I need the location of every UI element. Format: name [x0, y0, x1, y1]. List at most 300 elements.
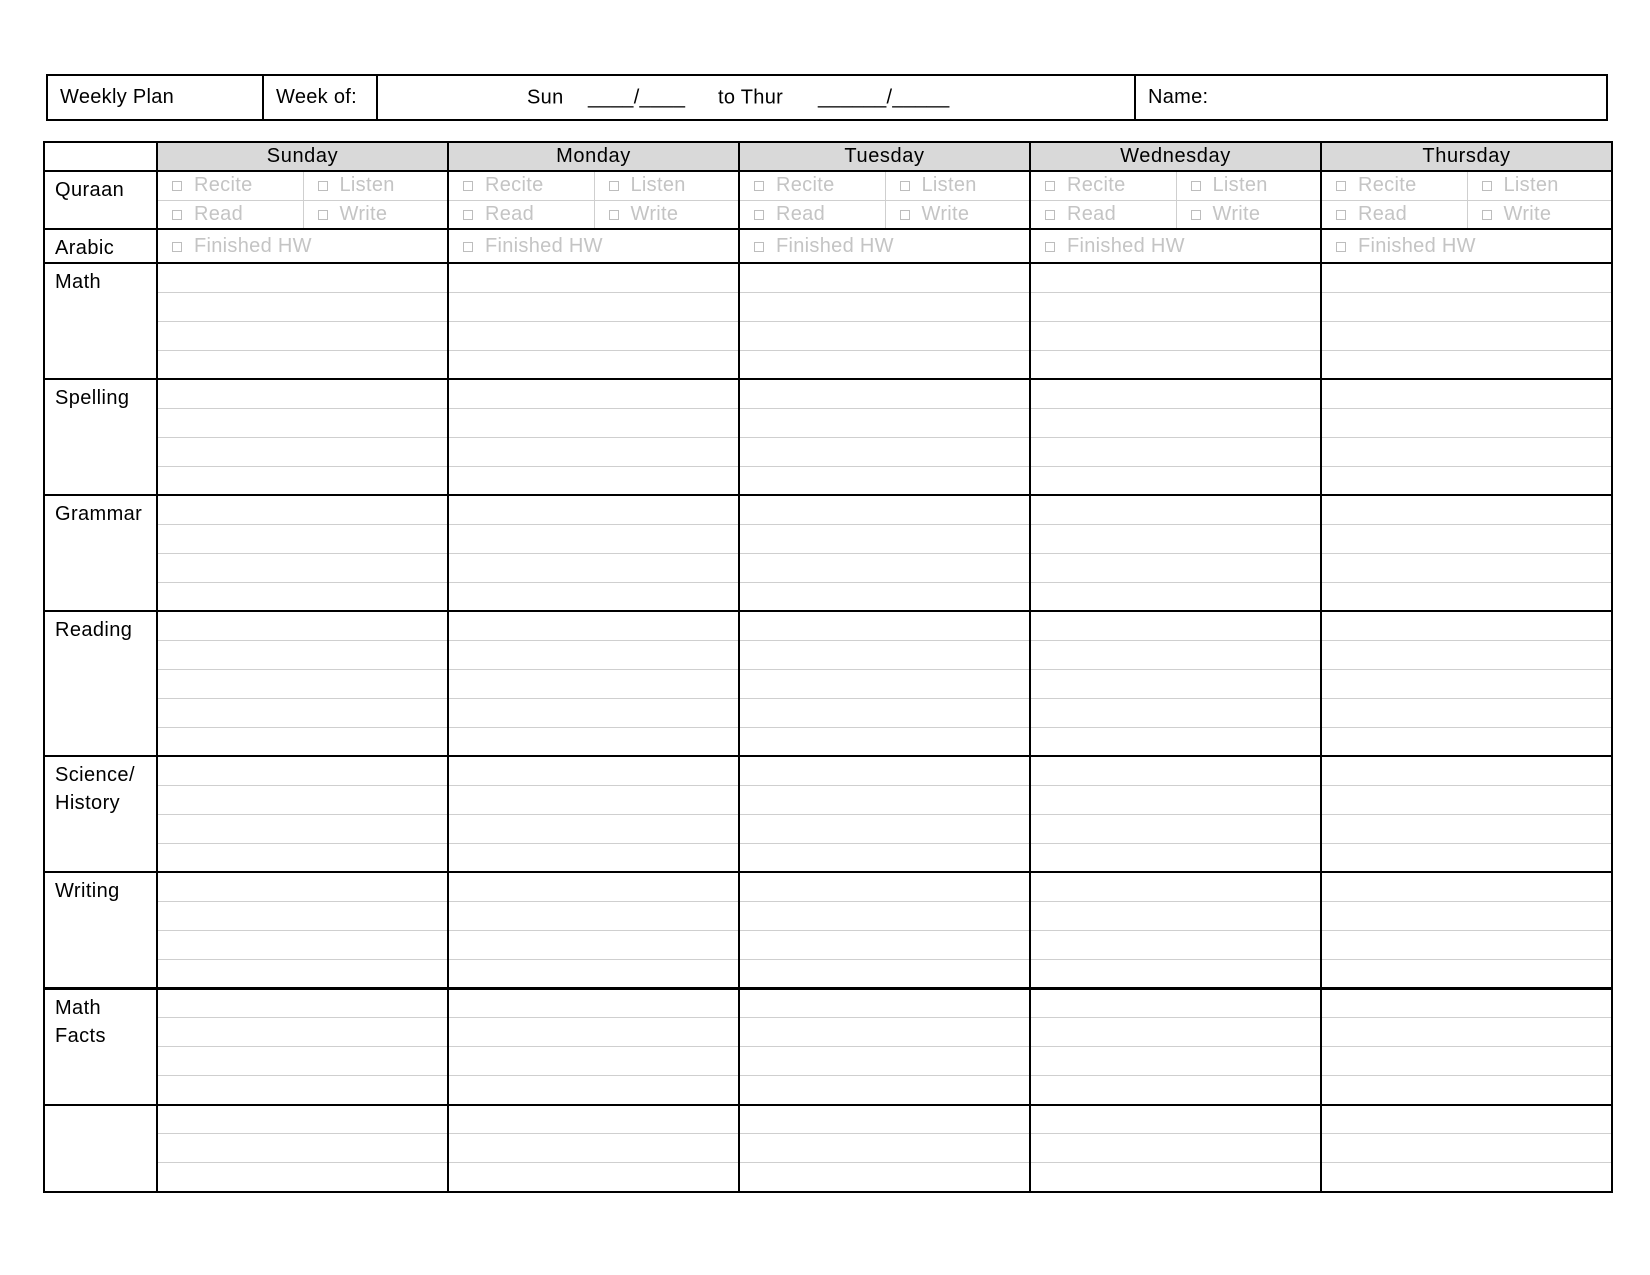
checkbox-cell[interactable]	[158, 201, 303, 229]
entry-cell[interactable]	[739, 1134, 1030, 1163]
entry-cell[interactable]	[448, 553, 739, 582]
checkbox-icon[interactable]	[609, 210, 619, 220]
entry-cell[interactable]	[157, 1105, 448, 1134]
entry-cell[interactable]	[739, 640, 1030, 669]
entry-cell[interactable]	[1321, 814, 1612, 843]
entry-cell[interactable]	[1321, 727, 1612, 756]
checkbox-option[interactable]	[172, 174, 253, 197]
checkbox-option[interactable]	[1045, 174, 1126, 197]
checkbox-cell[interactable]	[1176, 201, 1321, 229]
subject-row	[44, 553, 1612, 582]
checkbox-cell[interactable]	[158, 230, 447, 262]
entry-cell[interactable]	[157, 321, 448, 350]
entry-cell[interactable]	[739, 1163, 1030, 1192]
entry-cell[interactable]	[739, 495, 1030, 524]
checkbox-cell[interactable]	[1467, 172, 1612, 200]
arabic-cell	[1030, 229, 1321, 263]
subject-label-text: Reading	[55, 619, 133, 642]
checkbox-label: Recite	[1358, 174, 1417, 197]
checkbox-row	[1322, 230, 1611, 262]
entry-cell[interactable]	[1030, 524, 1321, 553]
entry-cell[interactable]	[1321, 611, 1612, 640]
entry-cell[interactable]	[448, 872, 739, 901]
entry-cell[interactable]	[1030, 640, 1321, 669]
checkbox-row	[1031, 172, 1320, 200]
entry-cell[interactable]	[739, 1076, 1030, 1105]
checkbox-icon[interactable]	[172, 181, 182, 191]
checkbox-label: Recite	[776, 174, 835, 197]
checkbox-icon[interactable]	[1191, 210, 1201, 220]
entry-cell[interactable]	[739, 785, 1030, 814]
entry-cell[interactable]	[1030, 698, 1321, 727]
entry-cell[interactable]	[157, 1017, 448, 1046]
entry-cell[interactable]	[739, 959, 1030, 988]
checkbox-cell[interactable]	[449, 172, 594, 200]
entry-cell[interactable]	[448, 524, 739, 553]
subject-row	[44, 814, 1612, 843]
entry-cell[interactable]	[448, 756, 739, 785]
entry-cell[interactable]	[157, 1076, 448, 1105]
entry-cell[interactable]	[739, 814, 1030, 843]
entry-cell[interactable]	[448, 263, 739, 292]
checkbox-icon[interactable]	[754, 242, 764, 252]
checkbox-icon[interactable]	[463, 181, 473, 191]
checkbox-option[interactable]	[1336, 235, 1476, 258]
subject-row	[44, 901, 1612, 930]
entry-cell[interactable]	[448, 901, 739, 930]
arabic-cell	[157, 229, 448, 263]
entry-cell[interactable]	[1030, 959, 1321, 988]
checkbox-cell[interactable]	[885, 172, 1030, 200]
entry-cell[interactable]	[1030, 1017, 1321, 1046]
checkbox-icon[interactable]	[1191, 181, 1201, 191]
checkbox-icon[interactable]	[1482, 181, 1492, 191]
checkbox-option[interactable]	[318, 203, 388, 226]
subject-row	[44, 698, 1612, 727]
checkbox-label: Read	[776, 202, 826, 225]
entry-cell[interactable]	[739, 524, 1030, 553]
entry-cell[interactable]	[157, 408, 448, 437]
checkbox-label: Read	[1067, 202, 1117, 225]
entry-cell[interactable]	[157, 814, 448, 843]
entry-cell[interactable]	[739, 582, 1030, 611]
entry-cell[interactable]	[1321, 785, 1612, 814]
checkbox-option[interactable]	[900, 203, 970, 226]
entry-cell[interactable]	[739, 930, 1030, 959]
checkbox-label: Write	[921, 202, 970, 225]
subject-row	[44, 408, 1612, 437]
checkbox-option[interactable]	[463, 235, 603, 258]
checkbox-option[interactable]	[318, 174, 395, 197]
subject-label	[44, 1105, 157, 1192]
entry-cell[interactable]	[739, 611, 1030, 640]
entry-cell[interactable]	[1321, 553, 1612, 582]
entry-cell[interactable]	[1030, 408, 1321, 437]
entry-cell[interactable]	[448, 640, 739, 669]
checkbox-option[interactable]	[1191, 203, 1261, 226]
checkbox-option[interactable]	[1482, 174, 1559, 197]
subject-label	[44, 171, 157, 229]
entry-cell[interactable]	[448, 785, 739, 814]
entry-cell[interactable]	[1030, 466, 1321, 495]
entry-cell[interactable]	[1030, 263, 1321, 292]
entry-cell[interactable]	[739, 669, 1030, 698]
checkbox-cell[interactable]	[1467, 201, 1612, 229]
entry-cell[interactable]	[739, 901, 1030, 930]
entry-cell[interactable]	[1321, 843, 1612, 872]
subject-label	[44, 229, 157, 263]
checkbox-cell[interactable]	[1031, 230, 1320, 262]
entry-cell[interactable]	[1321, 408, 1612, 437]
entry-cell[interactable]	[739, 1017, 1030, 1046]
entry-cell[interactable]	[1030, 843, 1321, 872]
entry-cell[interactable]	[448, 727, 739, 756]
arabic-row	[44, 229, 1612, 263]
subject-row	[44, 988, 1612, 1017]
entry-cell[interactable]	[1321, 698, 1612, 727]
entry-cell[interactable]	[157, 1134, 448, 1163]
entry-cell[interactable]	[448, 466, 739, 495]
subject-label	[44, 263, 157, 379]
checkbox-icon[interactable]	[1336, 242, 1346, 252]
checkbox-option[interactable]	[900, 174, 977, 197]
entry-cell[interactable]	[1321, 901, 1612, 930]
entry-cell[interactable]	[448, 698, 739, 727]
subject-row	[44, 640, 1612, 669]
checkbox-row	[449, 172, 738, 200]
checkbox-cell[interactable]	[1176, 172, 1321, 200]
entry-cell[interactable]	[739, 379, 1030, 408]
entry-cell[interactable]	[448, 379, 739, 408]
checkbox-cell[interactable]	[1322, 172, 1467, 200]
thur-date-blank[interactable]: ______/_____	[818, 86, 950, 108]
weekly-plan-table	[43, 141, 1613, 1193]
entry-cell[interactable]	[1321, 437, 1612, 466]
entry-cell[interactable]	[1030, 872, 1321, 901]
subject-row	[44, 930, 1612, 959]
subject-row	[44, 263, 1612, 292]
checkbox-row	[1031, 230, 1320, 262]
subject-row	[44, 843, 1612, 872]
checkbox-icon[interactable]	[900, 181, 910, 191]
subject-label-text: Spelling	[55, 387, 130, 410]
entry-cell[interactable]	[157, 611, 448, 640]
checkbox-label: Recite	[1067, 174, 1126, 197]
entry-cell[interactable]	[1030, 814, 1321, 843]
entry-cell[interactable]	[157, 1046, 448, 1075]
checkbox-icon[interactable]	[318, 210, 328, 220]
entry-cell[interactable]	[157, 756, 448, 785]
entry-cell[interactable]	[1321, 930, 1612, 959]
checkbox-row	[1031, 201, 1320, 229]
entry-cell[interactable]	[1030, 1076, 1321, 1105]
entry-cell[interactable]	[1030, 350, 1321, 379]
entry-cell[interactable]	[1030, 727, 1321, 756]
entry-cell[interactable]	[1321, 872, 1612, 901]
checkbox-option[interactable]	[1336, 203, 1407, 226]
entry-cell[interactable]	[1030, 988, 1321, 1017]
entry-cell[interactable]	[1030, 901, 1321, 930]
entry-cell[interactable]	[157, 553, 448, 582]
checkbox-icon[interactable]	[318, 181, 328, 191]
entry-cell[interactable]	[1030, 379, 1321, 408]
entry-cell[interactable]	[448, 437, 739, 466]
entry-cell[interactable]	[157, 727, 448, 756]
subject-row	[44, 524, 1612, 553]
entry-cell[interactable]	[448, 814, 739, 843]
checkbox-cell[interactable]	[740, 201, 885, 229]
entry-cell[interactable]	[157, 640, 448, 669]
entry-cell[interactable]	[157, 495, 448, 524]
entry-cell[interactable]	[739, 408, 1030, 437]
entry-cell[interactable]	[739, 553, 1030, 582]
entry-cell[interactable]	[448, 1163, 739, 1192]
checkbox-label: Recite	[485, 174, 544, 197]
quraan-cell	[1030, 200, 1321, 229]
entry-cell[interactable]	[1321, 350, 1612, 379]
checkbox-icon[interactable]	[463, 210, 473, 220]
entry-cell[interactable]	[448, 1046, 739, 1075]
entry-cell[interactable]	[739, 321, 1030, 350]
entry-cell[interactable]	[739, 292, 1030, 321]
checkbox-cell[interactable]	[740, 172, 885, 200]
checkbox-cell[interactable]	[885, 201, 1030, 229]
entry-cell[interactable]	[1321, 495, 1612, 524]
subject-label-text: Writing	[55, 880, 120, 903]
entry-cell[interactable]	[157, 901, 448, 930]
entry-cell[interactable]	[157, 785, 448, 814]
checkbox-icon[interactable]	[1045, 210, 1055, 220]
checkbox-option[interactable]	[463, 203, 534, 226]
subject-row	[44, 756, 1612, 785]
checkbox-icon[interactable]	[900, 210, 910, 220]
entry-cell[interactable]	[1321, 1017, 1612, 1046]
checkbox-cell[interactable]	[594, 172, 739, 200]
sun-label: Sun	[527, 86, 564, 108]
checkbox-cell[interactable]	[303, 172, 448, 200]
entry-cell[interactable]	[1321, 988, 1612, 1017]
checkbox-row	[449, 201, 738, 229]
checkbox-option[interactable]	[1482, 203, 1552, 226]
entry-cell[interactable]	[157, 872, 448, 901]
entry-cell[interactable]	[1321, 321, 1612, 350]
checkbox-option[interactable]	[754, 203, 825, 226]
checkbox-icon[interactable]	[1336, 181, 1346, 191]
entry-cell[interactable]	[448, 988, 739, 1017]
sun-date-blank[interactable]: ____/____	[588, 86, 686, 108]
entry-cell[interactable]	[739, 727, 1030, 756]
entry-cell[interactable]	[448, 959, 739, 988]
checkbox-icon[interactable]	[754, 210, 764, 220]
entry-cell[interactable]	[739, 756, 1030, 785]
entry-cell[interactable]	[448, 292, 739, 321]
checkbox-option[interactable]	[1045, 235, 1185, 258]
checkbox-icon[interactable]	[172, 242, 182, 252]
checkbox-label: Listen	[1503, 174, 1559, 197]
entry-cell[interactable]	[1030, 1046, 1321, 1075]
entry-cell[interactable]	[1030, 553, 1321, 582]
checkbox-cell[interactable]	[594, 201, 739, 229]
checkbox-cell[interactable]	[449, 230, 738, 262]
entry-cell[interactable]	[739, 350, 1030, 379]
entry-cell[interactable]	[157, 379, 448, 408]
entry-cell[interactable]	[1030, 582, 1321, 611]
checkbox-icon[interactable]	[1482, 210, 1492, 220]
entry-cell[interactable]	[448, 1105, 739, 1134]
name-field[interactable]	[1136, 76, 1606, 119]
date-range-field[interactable]	[378, 76, 1136, 119]
entry-cell[interactable]	[1030, 785, 1321, 814]
entry-cell[interactable]	[157, 988, 448, 1017]
checkbox-icon[interactable]	[463, 242, 473, 252]
entry-cell[interactable]	[1030, 611, 1321, 640]
entry-cell[interactable]	[1030, 437, 1321, 466]
entry-cell[interactable]	[157, 698, 448, 727]
quraan-cell	[157, 200, 448, 229]
subject-row	[44, 872, 1612, 901]
entry-cell[interactable]	[1030, 1163, 1321, 1192]
entry-cell[interactable]	[1321, 1076, 1612, 1105]
entry-cell[interactable]	[1030, 292, 1321, 321]
entry-cell[interactable]	[1321, 1046, 1612, 1075]
subject-label	[44, 495, 157, 611]
subject-label-text: Grammar	[55, 503, 143, 526]
checkbox-icon[interactable]	[754, 181, 764, 191]
entry-cell[interactable]	[1321, 524, 1612, 553]
entry-cell[interactable]	[1030, 756, 1321, 785]
entry-cell[interactable]	[1321, 379, 1612, 408]
checkbox-option[interactable]	[172, 203, 243, 226]
checkbox-label: Recite	[194, 174, 253, 197]
checkbox-option[interactable]	[1191, 174, 1268, 197]
entry-cell[interactable]	[739, 466, 1030, 495]
quraan-cell	[1321, 200, 1612, 229]
entry-cell[interactable]	[448, 408, 739, 437]
entry-cell[interactable]	[1321, 292, 1612, 321]
entry-cell[interactable]	[448, 930, 739, 959]
day-header: Tuesday	[739, 142, 1030, 171]
entry-cell[interactable]	[1030, 1134, 1321, 1163]
checkbox-cell[interactable]	[1031, 172, 1176, 200]
checkbox-option[interactable]	[754, 235, 894, 258]
subject-row	[44, 1017, 1612, 1046]
entry-cell[interactable]	[739, 1046, 1030, 1075]
entry-cell[interactable]	[448, 321, 739, 350]
entry-cell[interactable]	[1030, 321, 1321, 350]
entry-cell[interactable]	[157, 930, 448, 959]
entry-cell[interactable]	[448, 350, 739, 379]
checkbox-option[interactable]	[609, 174, 686, 197]
checkbox-cell[interactable]	[740, 230, 1029, 262]
quraan-cell	[739, 171, 1030, 200]
checkbox-cell[interactable]	[449, 201, 594, 229]
entry-cell[interactable]	[157, 669, 448, 698]
entry-cell[interactable]	[448, 1017, 739, 1046]
entry-cell[interactable]	[1321, 263, 1612, 292]
entry-cell[interactable]	[1030, 930, 1321, 959]
checkbox-row	[740, 172, 1029, 200]
checkbox-cell[interactable]	[1322, 230, 1611, 262]
subject-label-text: Science/ History	[55, 764, 135, 815]
quraan-cell	[157, 171, 448, 200]
entry-cell[interactable]	[1321, 640, 1612, 669]
entry-cell[interactable]	[1321, 1105, 1612, 1134]
entry-cell[interactable]	[1030, 495, 1321, 524]
entry-cell[interactable]	[448, 495, 739, 524]
entry-cell[interactable]	[157, 843, 448, 872]
checkbox-icon[interactable]	[609, 181, 619, 191]
entry-cell[interactable]	[1321, 1134, 1612, 1163]
checkbox-row	[1322, 172, 1611, 200]
checkbox-label: Read	[1358, 202, 1408, 225]
entry-cell[interactable]	[1321, 959, 1612, 988]
entry-cell[interactable]	[448, 1076, 739, 1105]
entry-cell[interactable]	[1321, 1163, 1612, 1192]
entry-cell[interactable]	[739, 1105, 1030, 1134]
entry-cell[interactable]	[739, 872, 1030, 901]
checkbox-label: Listen	[630, 174, 686, 197]
checkbox-option[interactable]	[172, 235, 312, 258]
quraan-cell	[448, 200, 739, 229]
checkbox-option[interactable]	[754, 174, 835, 197]
subject-label-text: Math Facts	[55, 996, 106, 1047]
entry-cell[interactable]	[448, 582, 739, 611]
entry-cell[interactable]	[1030, 669, 1321, 698]
checkbox-icon[interactable]	[1336, 210, 1346, 220]
entry-cell[interactable]	[157, 292, 448, 321]
entry-cell[interactable]	[739, 437, 1030, 466]
day-header: Thursday	[1321, 142, 1612, 171]
checkbox-option[interactable]	[1045, 203, 1116, 226]
checkbox-option[interactable]	[1336, 174, 1417, 197]
entry-cell[interactable]	[157, 350, 448, 379]
entry-cell[interactable]	[448, 669, 739, 698]
entry-cell[interactable]	[448, 843, 739, 872]
entry-cell[interactable]	[1321, 466, 1612, 495]
checkbox-icon[interactable]	[1045, 242, 1055, 252]
entry-cell[interactable]	[157, 959, 448, 988]
checkbox-option[interactable]	[609, 203, 679, 226]
entry-cell[interactable]	[157, 1163, 448, 1192]
entry-cell[interactable]	[157, 466, 448, 495]
quraan-row	[44, 200, 1612, 229]
checkbox-cell[interactable]	[1322, 201, 1467, 229]
entry-cell[interactable]	[1321, 582, 1612, 611]
entry-cell[interactable]	[739, 843, 1030, 872]
entry-cell[interactable]	[157, 437, 448, 466]
entry-cell[interactable]	[448, 611, 739, 640]
subject-row	[44, 727, 1612, 756]
entry-cell[interactable]	[739, 263, 1030, 292]
checkbox-cell[interactable]	[1031, 201, 1176, 229]
entry-cell[interactable]	[1321, 756, 1612, 785]
entry-cell[interactable]	[739, 988, 1030, 1017]
checkbox-option[interactable]	[463, 174, 544, 197]
checkbox-cell[interactable]	[303, 201, 448, 229]
entry-cell[interactable]	[739, 698, 1030, 727]
checkbox-icon[interactable]	[172, 210, 182, 220]
entry-cell[interactable]	[157, 263, 448, 292]
checkbox-row	[740, 201, 1029, 229]
entry-cell[interactable]	[157, 524, 448, 553]
entry-cell[interactable]	[1030, 1105, 1321, 1134]
entry-cell[interactable]	[1321, 669, 1612, 698]
checkbox-icon[interactable]	[1045, 181, 1055, 191]
checkbox-cell[interactable]	[158, 172, 303, 200]
quraan-cell	[1030, 171, 1321, 200]
entry-cell[interactable]	[157, 582, 448, 611]
entry-cell[interactable]	[448, 1134, 739, 1163]
